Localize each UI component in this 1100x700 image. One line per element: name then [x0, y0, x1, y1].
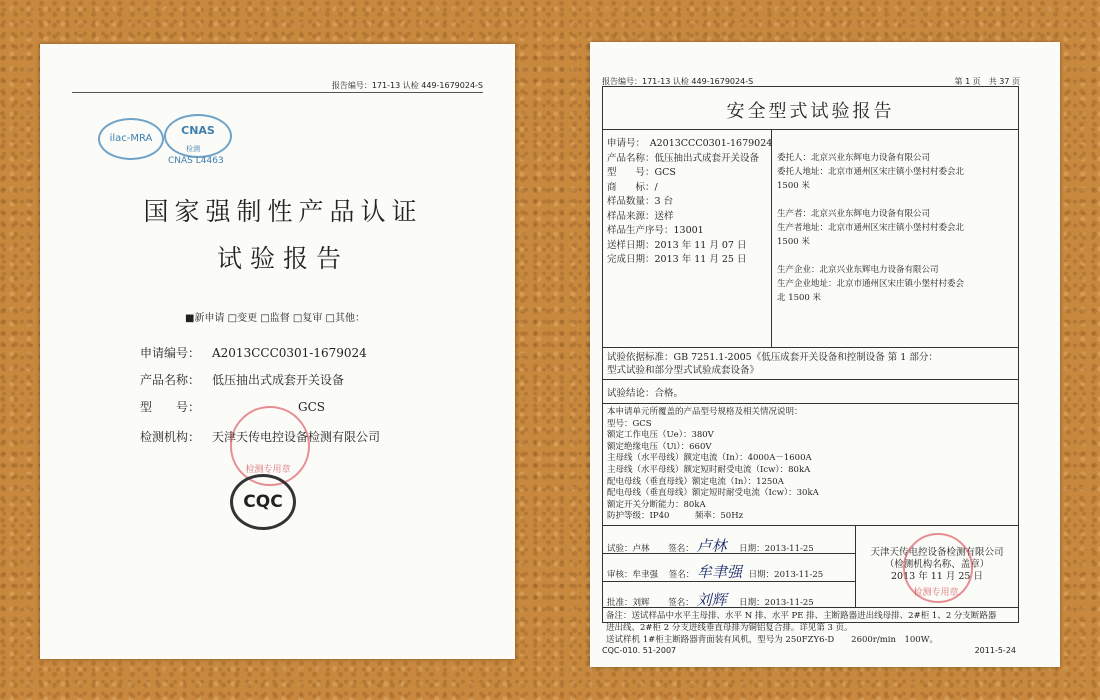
sign-role: 试验：卢林	[607, 544, 650, 554]
remark-line: 备注：送试样品中水平主母排、水平 N 排、水平 PE 排、主断路器进出线母排、2#柜 1、2 分支断路器	[606, 611, 997, 621]
remark-line: 送试样机 1#柜主断路器背面装有风机，型号为 250FZY6-D 2600r/min 100W。	[606, 635, 938, 645]
report-title: 安全型式试验报告	[726, 101, 895, 122]
page-info: 第 1 页 共 37 页	[954, 77, 1020, 86]
info-line: 生产企业地址：北京市通州区宋庄镇小堡村村委会	[777, 279, 965, 289]
remark-line: 进出线、2#柜 2 分支进线垂直母排为铜铝复合排。详见第 3 页。	[606, 623, 853, 633]
ilac-mra-logo: ilac-MRA	[98, 118, 164, 160]
basis-line: 型式试验和部分型式试验成套设备》	[607, 365, 760, 376]
info-line: 1500 米	[777, 181, 810, 191]
info-line: 委托人地址：北京市通州区宋庄镇小堡村村委会北	[777, 167, 965, 177]
field-model	[140, 398, 325, 415]
footer-form-no: CQC-010. 51-2007	[602, 646, 677, 655]
sample-info	[607, 137, 772, 268]
org-sub: （检测机构名称、盖章）	[884, 559, 990, 570]
signature: 刘辉	[696, 591, 727, 609]
rule	[603, 553, 855, 554]
spec-line: 额定开关分断能力：80kA	[607, 499, 706, 510]
rule	[603, 525, 1018, 526]
report-number: 报告编号：171-13 认检 449-1679024-S	[602, 77, 754, 86]
report-page	[590, 42, 1060, 667]
cqc-logo: CQC	[230, 474, 296, 530]
sign-date: 日期：2013-11-25	[739, 544, 814, 554]
info-line: 生产企业：北京兴业东辉电力设备有限公司	[777, 265, 939, 275]
info-line: 样品生产序号：13001	[607, 225, 704, 236]
info-line: 委托人：北京兴业东辉电力设备有限公司	[777, 153, 931, 163]
rule	[603, 347, 1018, 348]
cnas-code: CNAS L4463	[168, 156, 224, 166]
info-line: 北 1500 米	[777, 293, 822, 303]
test-basis	[607, 351, 938, 377]
field-label: 申请编号：	[140, 346, 201, 360]
accreditation-logos	[98, 110, 238, 180]
field-value: GCS	[298, 400, 325, 414]
column-divider	[855, 525, 856, 607]
cover-title-line1: 国家强制性产品认证	[143, 197, 423, 226]
field-product-name	[140, 371, 344, 388]
sign-label: 签名：	[668, 544, 694, 554]
info-line: 样品数量：3 台	[607, 196, 674, 207]
cnas-sub: 检测	[186, 145, 200, 153]
info-line: 产品名称：低压抽出式成套开关设备	[607, 152, 760, 164]
red-seal-text: 检测专用章	[913, 588, 959, 598]
test-conclusion: 试验结论：合格。	[607, 388, 684, 399]
sign-date: 日期：2013-11-25	[739, 598, 814, 608]
field-value: 低压抽出式成套开关设备	[212, 373, 345, 387]
info-line: 生产者：北京兴业东辉电力设备有限公司	[777, 209, 931, 219]
sign-label: 签名：	[668, 598, 694, 608]
rule	[603, 607, 1018, 608]
info-line: 送样日期：2013 年 11 月 07 日	[607, 239, 747, 251]
spec-line: 主母线（水平母线）额定电流（In）：4000A－1600A	[607, 453, 812, 464]
header-rule	[72, 92, 483, 93]
sign-role: 批准：刘辉	[607, 598, 650, 608]
field-label: 产品名称：	[140, 373, 201, 387]
info-line: 1500 米	[777, 237, 810, 247]
cnas-logo-text: CNAS	[181, 124, 215, 137]
spec-line: 防护等级：IP40 频率：50Hz	[607, 511, 744, 522]
sign-label: 签名：	[668, 570, 695, 580]
cover-title-line2: 试验报告	[216, 244, 349, 273]
field-label: 检测机构：	[140, 430, 201, 444]
client-info	[777, 151, 964, 305]
field-application-no	[140, 344, 367, 361]
sign-date: 日期：2013-11-25	[748, 570, 824, 580]
spec-line: 额定绝缘电压（Ui）：660V	[607, 441, 712, 452]
rule	[603, 379, 1018, 380]
spec-title: 本申请单元所覆盖的产品型号规格及相关情况说明：	[607, 407, 803, 417]
basis-line: 试验依据标准：GB 7251.1-2005《低压成套开关设备和控制设备 第 1 部分：	[607, 352, 938, 363]
rule	[603, 403, 1018, 404]
sign-role: 审核：牟聿强	[607, 570, 659, 580]
report-table	[602, 86, 1019, 623]
application-type-options: ■新申请 □变更 □监督 □复审 □其他：	[185, 313, 365, 324]
org-date: 2013 年 11 月 25 日	[891, 571, 983, 582]
spec-line: 型号：GCS	[607, 418, 652, 429]
info-line: 生产者地址：北京市通州区宋庄镇小堡村村委会北	[777, 223, 965, 233]
spec-line: 配电母线（垂直母线）额定短时耐受电流（Icw）：30kA	[607, 488, 819, 499]
sign-row-reviewer	[607, 561, 823, 582]
org-name: 天津天传电控设备检测有限公司	[870, 547, 1004, 558]
spec-line: 额定工作电压（Ue）：380V	[607, 430, 714, 441]
info-line: 型 号：GCS	[607, 167, 676, 178]
cover-page	[40, 44, 515, 659]
info-line: 商 标：/	[607, 181, 658, 193]
spec-line: 主母线（水平母线）额定短时耐受电流（Icw）：80kA	[607, 464, 811, 475]
field-label: 型 号：	[140, 400, 201, 414]
info-line: 申请号： A2013CCC0301-1679024	[607, 138, 773, 149]
rule	[603, 129, 1018, 130]
spec-line: 配电母线（垂直母线）额定电流（In）：1250A	[607, 476, 784, 487]
rule	[603, 581, 855, 582]
info-line: 完成日期：2013 年 11 月 25 日	[607, 254, 747, 265]
field-value: A2013CCC0301-1679024	[212, 346, 367, 360]
report-number: 报告编号：171-13 认检 449-1679024-S	[331, 81, 483, 90]
signature: 牟聿强	[696, 563, 742, 581]
info-line: 样品来源：送样	[607, 210, 674, 222]
remarks	[606, 610, 996, 646]
footer-date: 2011-5-24	[974, 646, 1016, 655]
product-specs	[607, 407, 819, 523]
signature: 卢林	[696, 537, 727, 555]
field-value: 天津天传电控设备检测有限公司	[212, 430, 381, 444]
red-seal-text: 检测专用章	[245, 465, 291, 475]
